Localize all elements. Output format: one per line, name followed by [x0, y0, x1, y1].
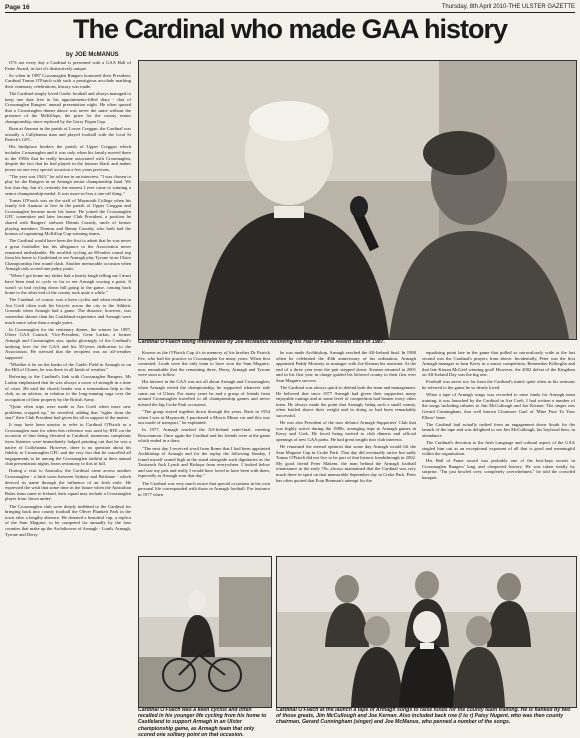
- dateline: Thursday, 8th April 2010-THE ULSTER GAZETTE: [441, 4, 575, 10]
- article-paragraph: The Cardinal had actually rushed from an engagement down South for the launch of the tape and was delighted to see Jim McCullough, his boyhood hero, in attendance.: [422, 421, 575, 438]
- article-paragraph: he was made Archbishop, Armagh reached the All-Ireland final. In 1980 when he celebrated the 40th anniversary of his ordination, Armagh appointed Paddy Moriarty as manager with Joe Kernan his assistant. At the end of a three year term the pair stepped down. Kernan returned in 2001 and in his first year in charge guided his beloved county to their first ever Sam Maguire success.: [276, 350, 416, 383]
- article-paragraph: When a tape of Armagh songs was recorded to raise funds for Armagh team training, it was launched by the Cardinal in Ara Coeli. I had written a number of the songs including tributes to Jim McCullough and Joe Kernan. The singer was Gerard Cunningham, that well known Clonmore Gael of 'Mine Pure To Your Elbow' fame.: [422, 392, 575, 420]
- photo-tape-launch-illustration: [277, 557, 576, 707]
- photo-cardinal-interview: [138, 60, 577, 340]
- article-paragraph: He was also President of the now defunct Armagh Supporters' Club that was highly active during the 1980s, arranging trips to Armagh games in Kerry and Cork. He loved being invited to club dinners and official openings of new GAA parks. He had great insight into club interests.: [276, 420, 416, 442]
- headline: The Cardinal who made GAA history: [72, 14, 508, 44]
- article-paragraph: "The group stayed together down through the years. Back in 1954 when I was at Maynooth, I purchased a Morris Minor car and this was our mode of transport," he explained.: [138, 408, 270, 426]
- article-paragraph: The Cardinal was always quick to defend both the team and management. He believed that since 1977 Armagh had given their supporters many enjoyable outings and at some level of competition had beaten every other team. He always made the point that Armagh, being such a small county, often battled above their weight and in doing so had been remarkably successful.: [276, 385, 416, 419]
- photo-cardinal-cycling: [138, 556, 272, 708]
- article-paragraph: The Cardinal was very much aware that special occasions in his own personal life corresponded with those in Armagh football. For instance in 1977 when: [138, 480, 270, 497]
- byline: by JOE McMANUS: [66, 52, 119, 58]
- article-paragraph: His interest in the GAA was not all about Armagh and Crossmaglen; when Armagh exited the championship, he supported whatever side came out of Ulster. For many years he and a group of friends from around Crossmaglen travelled to all championship games and never missed the big Croke Park occasions.: [138, 379, 270, 407]
- article-paragraph: His Hall of Fame award was probably one of the best-kept secrets in Crossmaglen Rangers' long and chequered history. He was taken totally by surprise. "I'm just bowled over, completely overwhelmed," he told the crowded banquet.: [422, 458, 575, 480]
- page-number: Page 16: [5, 3, 30, 11]
- article-paragraph: Referring to the Cardinal's link with Crossmaglen Rangers, Mr Larkin emphasised that he was always a tower of strength in a time of crisis. He said the church leader was a tremendous help to the club, as an advisor, in relation to the long-running saga over the occupation of their property by the British Army.: [5, 374, 131, 402]
- article-paragraph: IT'S not every day a Cardinal is presented with a GAA Hall of Fame Award, in fact it's distinctively unique.: [5, 60, 131, 71]
- photo-cardinal-cycling-illustration: [139, 557, 271, 707]
- article-paragraph: Football was never too far from the Cardinal's mind; quite often in his sermons he referred to the game he so dearly loved.: [422, 379, 575, 391]
- article-paragraph: "Quite often trips were made to Ara Coeli when more new problems cropped up," he revealed, adding that "rights from the start" their Club President had given his all in support of the matter.: [5, 403, 131, 421]
- article-paragraph: So when in 1987 Crossmaglen Rangers honoured their President, Cardinal Tomas O'Fiaich with such a prestigious accolade marking their centenary celebrations, history was made.: [5, 72, 131, 89]
- article-column-3: [276, 350, 416, 548]
- article-paragraph: He remained the eternal optimist that some day Armagh would lift the Sam Maguire Cup in Croke Park. That day did eventually arrive but sadly Tomas O'Fiaich did not live to be part of that historic breakthrough in 2002. My good friend Peter Makem, the man behind the Armagh football renaissance in the early 70s, always maintained that the Cardinal was very much there in spirit on that memorable September day in Croke Park. Peter has often quoted that Eoin Brennan's attempt for the: [276, 444, 416, 483]
- article-paragraph: Known as the O'Fiaich Cup it's in memory of his brother Dr Patrick Fee, who had his practice in Crossmaglen for many years. When first contested, Louth were the only team to have won the Sam Maguire, now remarkable that the remaining three, Derry, Armagh and Tyrone were soon to follow.: [138, 350, 270, 378]
- article-paragraph: During a visit to Australia, the Cardinal came across another Crossmaglen - a little town between Sydney and Brisbane - which derived its name through the influence of an Irish exile. He expressed the wish that some time in the future when the Australian Rules team came to Ireland, their squad may include a Crossmaglen player from 'down under'.: [5, 468, 131, 502]
- article-column-4: [422, 350, 575, 548]
- article-paragraph: equalising point late in the game that pulled so miraculously wide at the last second was the Cardinal's prayers from above. Incidentally, Peter was the first Armagh manager to beat Kerry in a senior competition. Remember Killorglin and that late Kieran McGeel winning goal! However, the 2002 defeat of the Kingdom on All-Ireland Day was the big one.: [422, 350, 575, 378]
- article-paragraph: It may have been unwise to refer to Cardinal O'Fiaich as a Crossmaglen man for when this reference was used by RTE on the occasion of him being elevated to Cardinal, numerous complaints from listeners were immediately lodged pointing out that he was a native of Cullyhanna. However, there is no question about his fidelity to Crossmaglen GFC and the very fact that he cancelled all engagements to be among the Crossmaglen faithful at their annual club presentation nights, bears testimony to this in full.: [5, 422, 131, 467]
- article-paragraph: Tomas O'Fiaich was on the staff of Maynooth College when his family left Anamar to live in the parish of Upper Creggan and Crossmaglen became more his home. He joined the Crossmaglen GFC committee and later became Club President, a position he shared with Rangers' stalwart Dennis Cassidy, uncle of former playing members Thomas and Benny Cassidy, who both had the honour of captaining McKillop Cup-winning teams.: [5, 197, 131, 237]
- caption-cycling-photo: Cardinal O'Fiaich was a keen cyclist and often recalled in his younger life cycling from his home to Castleland to support Armagh in an Ulster championship game, as Armagh team that only scored one solitary point on that occasion.: [138, 707, 267, 738]
- photo-tape-launch: [276, 556, 577, 708]
- article-paragraph: "The next day I received word from Rome that I had been appointed Archbishop of Armagh and for the replay the following Sunday, I found myself seated high in the stand alongside such dignitaries as the Taoiseach Jack Lynch and Bishops from everywhere. I looked below and saw my pals and really I would have loved to have been with them, especially as Armagh won that day.": [138, 445, 270, 479]
- article-column-2: [138, 350, 270, 548]
- article-paragraph: The Cardinal, of course, was a keen cyclist and when resident in Ara Coeli often took his bicycle across the city to the Athletic Grounds when Armagh had a game. The distance, however, was somewhat shorter than his Castleland experience and Armagh were much more value than a single point.: [5, 297, 131, 325]
- article-paragraph: His birthplace borders the parish of Upper Creggan which includes Crossmaglen and it was only when his family moved there in the 1950s that he really became associated with Crossmaglen, despite the fact that he had played in the famous black and amber jersey on one very special occasion a few years previous.: [5, 144, 131, 172]
- photo-cardinal-interview-illustration: [139, 61, 576, 339]
- article-paragraph: "When I got home my father had a hearty laugh telling me I must have been mad to cycle so far to see Armagh scoring a point. It wasn't so bad cycling down hill going to the game, coming back home to the other end of the county took quite a while.": [5, 273, 131, 296]
- article-paragraph: The Crossmaglen club were deeply indebted to the Cardinal for bringing back into county football the Oliver Plunkett Park in the town after a lengthy absence. He donated a beautiful cup, a replica of the Sam Maguire, to be competed for annually by the four counties that make up the Archdiocese of Armagh - Louth, Armagh, Tyrone and Derry.: [5, 503, 131, 537]
- article-paragraph: The Cardinal would have been the first to admit that he was never a great footballer but his allegiance to the Association never remained unshakeable. He recalled cycling an 80-miles round trip from his home to Castleland to see Armagh play Tyrone in an Ulster Championship first round clash. Another memorable occasion when Armagh only scored one paltry point.: [5, 238, 131, 272]
- caption-tape-launch-photo: Cardinal O'Fiaich at the launch a tape of Armagh songs to raise funds for the county team training. He is flanked by two of those greats, Jim McCullough and Joe Kernan. Also included back row (l to r) Patsy Nugent, who was then county chairman, Gerard Cunningham (singer) and Joe McManus, who penned a number of the songs.: [276, 707, 571, 726]
- article-paragraph: "The year was 1943," he told me in an interview. "I was chosen to play for the Rangers in an Armagh senior championship final. We lost that day, but it's certainly the nearest I ever came to winning a senior championship medal. It was more-or-less a one-off thing.": [5, 173, 131, 196]
- article-paragraph: In Crossmaglen for the centenary dinner, the winner for 1987, Ulster GAA Council, Vice-President, Gene Larkin, a former Armagh and Crossmaglen star, spoke glowingly of the Cardinal's undying love for the GAA and his 50-years dedication to the Association. He stressed that the recipient was an 'all-weather supporter'.: [5, 326, 131, 360]
- article-paragraph: In 1977, Armagh reached the All-Ireland semi-final, meeting Roscommon. Once again the Cardinal and his friends were at the game which ended in a draw.: [138, 427, 270, 444]
- article-paragraph: The Cardinal simply loved Gaelic football and always managed to keep one date free in his appointments-filled diary - that of Crossmaglen Rangers' annual presentation night. He often quoted that a Crossmaglen dinner dance was never the same without the presence of the McKillops, the prize for the county senior championship, since replaced by the Gerry Fegan Cup.: [5, 90, 131, 124]
- article-paragraph: Born at Anamar in the parish of Lower Creggan, the Cardinal was actually a Cullyhanna man and played football with the local St Patrick's GFC.: [5, 126, 131, 143]
- article-column-1: [5, 60, 131, 714]
- caption-main-photo: Cardinal O'Fiaich being interviewed by Joe McManus following his Hall of Fame Award back in 1987.: [138, 339, 385, 345]
- article-paragraph: The Cardinal's devotion to the Irish Language and cultural aspect of the GAA singled him out as an exceptional exponent of all that is good and meaningful within the organisation.: [422, 439, 575, 457]
- article-paragraph: "Whether it be on the banks of the Gaelic Field in Armagh or on the Hill of Clones, he was there in all kinds of weather.": [5, 361, 131, 373]
